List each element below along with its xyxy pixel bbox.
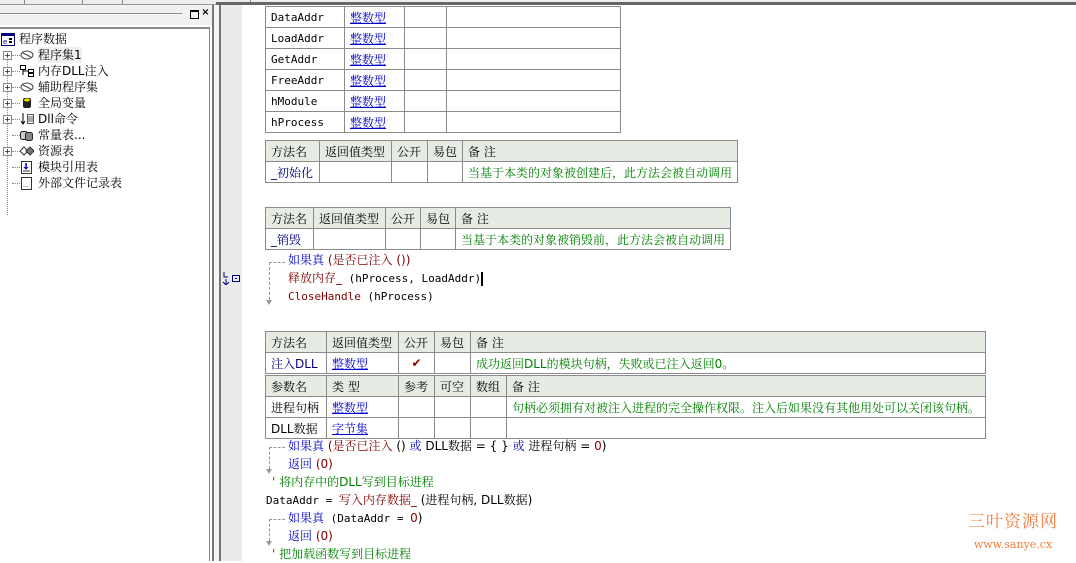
header-public: 公开: [399, 332, 435, 353]
method-easy-pack[interactable]: [428, 162, 463, 183]
tree-item-constant-table[interactable]: [0, 127, 205, 143]
assembly-icon: [20, 80, 34, 94]
method-easy-pack[interactable]: [435, 353, 471, 374]
text-caret: [481, 272, 483, 286]
header-remark: 备 注: [463, 141, 738, 162]
table-row: [266, 91, 621, 112]
table-row: [266, 28, 621, 49]
variable-cell[interactable]: [405, 28, 447, 49]
method-name[interactable]: _初始化: [266, 162, 320, 183]
variable-name[interactable]: FreeAddr: [266, 70, 345, 91]
header-param-type: 类 型: [327, 376, 399, 397]
variable-type[interactable]: 整数型: [350, 115, 387, 130]
variable-cell[interactable]: [405, 112, 447, 133]
method-easy-pack[interactable]: [421, 229, 456, 250]
method-return-type[interactable]: [314, 229, 386, 250]
table-row: [266, 7, 621, 28]
header-array: 数组: [471, 376, 507, 397]
code-line-close-handle[interactable]: CloseHandle (hProcess): [288, 290, 434, 303]
global-variable-icon: [20, 96, 34, 110]
param-ref[interactable]: [399, 397, 435, 418]
tree-item-label: 全局变量: [38, 96, 87, 110]
method-remark[interactable]: 当基于本类的对象被创建后，此方法会被自动调用: [463, 162, 738, 183]
expand-icon[interactable]: +: [4, 98, 11, 108]
header-return-type: 返回值类型: [320, 141, 392, 162]
tree-item-external-file-table[interactable]: [0, 175, 205, 191]
method-return-type[interactable]: [320, 162, 392, 183]
variable-name[interactable]: hModule: [266, 91, 345, 112]
tree-item-helper-assembly[interactable]: [0, 79, 205, 95]
header-return-type: 返回值类型: [327, 332, 399, 353]
constant-table-icon: [20, 128, 34, 142]
watermark-url: www.sanye.cx: [973, 538, 1053, 551]
variable-type[interactable]: 整数型: [350, 52, 387, 67]
variable-remark[interactable]: [447, 7, 621, 28]
public-checkmark-icon[interactable]: ✔: [399, 353, 435, 374]
collapse-box-icon[interactable]: [232, 275, 240, 282]
variable-name[interactable]: GetAddr: [266, 49, 345, 70]
header-remark: 备 注: [507, 376, 986, 397]
param-array[interactable]: [471, 418, 507, 439]
header-method-name: 方法名: [266, 332, 327, 353]
tree-item-label: 程序集1: [38, 48, 82, 62]
class-icon: [20, 64, 34, 78]
expand-icon[interactable]: +: [4, 50, 11, 60]
expand-icon[interactable]: +: [4, 114, 11, 124]
close-panel-button[interactable]: ×: [201, 7, 210, 18]
variable-remark[interactable]: [447, 91, 621, 112]
param-array[interactable]: [471, 397, 507, 418]
tree-root-label: 程序数据: [19, 32, 68, 46]
expand-icon[interactable]: +: [4, 82, 11, 92]
variable-remark[interactable]: [447, 49, 621, 70]
header-easy-pack: 易包: [428, 141, 463, 162]
header-ref: 参考: [399, 376, 435, 397]
table-row: [266, 49, 621, 70]
param-nullable[interactable]: [435, 397, 471, 418]
watermark: [968, 507, 1058, 551]
tree-item-module-reference-table[interactable]: [0, 159, 205, 175]
variable-remark[interactable]: [447, 112, 621, 133]
tree-item-label: 辅助程序集: [38, 80, 99, 94]
param-type[interactable]: 字节集: [332, 421, 369, 436]
method-name[interactable]: 注入DLL: [266, 353, 327, 374]
variable-cell[interactable]: [405, 70, 447, 91]
project-tree: [0, 27, 210, 561]
table-row: [266, 112, 621, 133]
param-remark[interactable]: [507, 418, 986, 439]
tree-item-label: 模块引用表: [38, 160, 99, 174]
code-line-return-2[interactable]: 返回 (0): [288, 529, 333, 543]
param-name[interactable]: 进程句柄: [266, 397, 327, 418]
header-easy-pack: 易包: [435, 332, 471, 353]
code-line-if-dataaddr[interactable]: 如果真 (DataAddr = 0): [288, 511, 423, 525]
param-remark[interactable]: 句柄必须拥有对被注入进程的完全操作权限。注入后如果没有其他用处可以关闭该句柄。: [507, 397, 986, 418]
method-name[interactable]: _销毁: [266, 229, 314, 250]
resource-table-icon: [20, 144, 34, 158]
tree-item-label: 常量表...: [38, 128, 86, 142]
variable-type[interactable]: 整数型: [350, 94, 387, 109]
table-row: [266, 397, 986, 418]
header-method-name: 方法名: [266, 208, 314, 229]
variable-cell[interactable]: [405, 49, 447, 70]
code-line-if-injected[interactable]: 如果真 (是否已注入 () 或 DLL数据 = { } 或 进程句柄 = 0): [288, 439, 607, 453]
method-table-init: [265, 140, 738, 183]
tree-item-global-variables[interactable]: [0, 95, 205, 111]
tree-item-label: 内存DLL注入: [38, 64, 109, 78]
dll-command-icon: [20, 112, 34, 126]
method-table-inject-dll: [265, 331, 986, 374]
header-remark: 备 注: [456, 208, 731, 229]
variable-name[interactable]: LoadAddr: [266, 28, 345, 49]
param-type[interactable]: 整数型: [332, 400, 369, 415]
assembly-icon: [20, 48, 34, 62]
code-editor[interactable]: [242, 5, 1076, 561]
params-table-inject-dll: [265, 375, 986, 439]
method-return-type[interactable]: 整数型: [332, 356, 369, 371]
header-param-name: 参数名: [266, 376, 327, 397]
method-public[interactable]: [386, 229, 421, 250]
panel-header: [0, 5, 212, 25]
method-remark[interactable]: 当基于本类的对象被销毁前，此方法会被自动调用: [456, 229, 731, 250]
tree-item-dll-commands[interactable]: [0, 111, 205, 127]
tree-item-label: Dll命令: [38, 112, 78, 126]
variables-table: [265, 6, 621, 133]
variable-name[interactable]: DataAddr: [266, 7, 345, 28]
variable-name[interactable]: hProcess: [266, 112, 345, 133]
param-name[interactable]: DLL数据: [266, 418, 327, 439]
tree-item-label: 外部文件记录表: [38, 176, 123, 190]
method-table-destroy: [265, 207, 731, 250]
header-public: 公开: [392, 141, 428, 162]
header-method-name: 方法名: [266, 141, 320, 162]
maximize-panel-button[interactable]: [188, 8, 199, 19]
code-line-return-1[interactable]: 返回 (0): [288, 457, 333, 471]
project-panel: [0, 5, 212, 561]
header-easy-pack: 易包: [421, 208, 456, 229]
method-public[interactable]: [392, 162, 428, 183]
svg-text:...: ...: [23, 181, 29, 189]
variable-type[interactable]: 整数型: [350, 73, 387, 88]
method-remark[interactable]: 成功返回DLL的模块句柄，失败或已注入返回0。: [471, 353, 986, 374]
code-line-if[interactable]: 如果真 (是否已注入 ()): [288, 253, 411, 267]
program-data-icon: [1, 32, 15, 46]
code-line-assign[interactable]: DataAddr = 写入内存数据_ (进程句柄, DLL数据): [266, 493, 533, 507]
header-remark: 备 注: [471, 332, 986, 353]
tree-root[interactable]: [0, 31, 205, 47]
expand-icon[interactable]: +: [4, 146, 11, 156]
variable-remark[interactable]: [447, 28, 621, 49]
expand-icon[interactable]: +: [4, 66, 11, 76]
tree-item-label: 资源表: [38, 144, 75, 158]
variable-type[interactable]: 整数型: [350, 10, 387, 25]
step-arrow-icon: [222, 272, 230, 285]
code-line-free-memory[interactable]: 释放内存_ (hProcess, LoadAddr): [288, 271, 482, 285]
module-reference-icon: [20, 160, 34, 174]
if-keyword: 如果真: [288, 253, 325, 267]
table-row: [266, 70, 621, 91]
variable-remark[interactable]: [447, 70, 621, 91]
variable-type[interactable]: 整数型: [350, 31, 387, 46]
table-row: [266, 418, 986, 439]
variable-cell[interactable]: [405, 7, 447, 28]
header-public: 公开: [386, 208, 421, 229]
param-ref[interactable]: [399, 418, 435, 439]
watermark-title: 三叶资源网: [968, 512, 1058, 532]
tree-item-memory-dll-inject[interactable]: [0, 63, 205, 79]
header-return-type: 返回值类型: [314, 208, 386, 229]
header-nullable: 可空: [435, 376, 471, 397]
param-nullable[interactable]: [435, 418, 471, 439]
tree-item-resource-table[interactable]: [0, 143, 205, 159]
tree-item-assembly1[interactable]: [0, 47, 205, 63]
code-comment-1[interactable]: ' 将内存中的DLL写到目标进程: [272, 475, 434, 489]
external-file-icon: [20, 176, 34, 190]
code-comment-2[interactable]: ' 把加载函数写到目标进程: [272, 547, 412, 561]
variable-cell[interactable]: [405, 91, 447, 112]
svg-text:e: e: [3, 37, 8, 46]
